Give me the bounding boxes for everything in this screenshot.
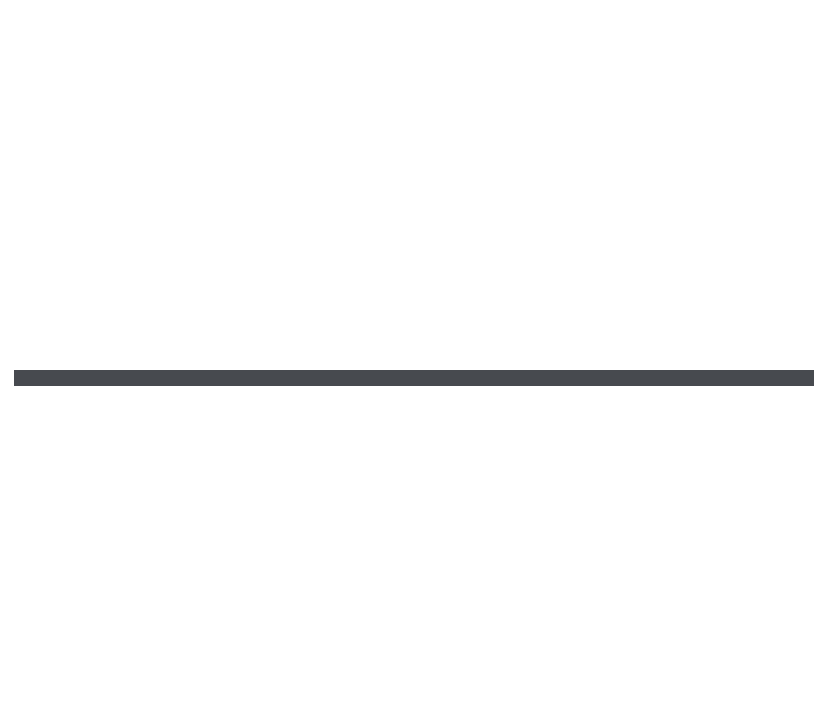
- page-break-divider: [14, 370, 814, 386]
